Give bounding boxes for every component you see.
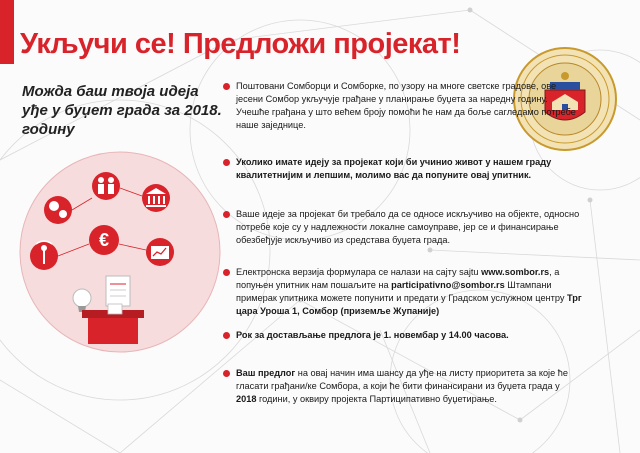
item-text-part: на овај начин има шансу да уђе на листу приоритета за које ће гласати грађани/ке Сомбора, а који ће бити финансирани из буџета града у xyxy=(236,368,568,391)
address-text: Трг цара Уроша 1, Сомбор (приземље Жупаније) xyxy=(236,293,582,316)
item-text: Поштовани Сомборци и Сомборке, по узору на многе светске градове, ове јесени Сомбор укључује грађане у планирање буџета за наредну годину. Учешће грађана у што већем броју помоћи ће нам да боље сагледамо потребе наше заједнице. xyxy=(236,81,576,130)
svg-text:€: € xyxy=(98,230,110,250)
list-item xyxy=(232,329,582,342)
gears-icon xyxy=(44,196,72,224)
item-text-part: години, у оквиру пројекта Партиципативно буџетирање. xyxy=(256,394,497,404)
page-title: Укључи се! Предложи пројекат! xyxy=(20,28,461,60)
bullet-dot xyxy=(223,370,230,377)
bullet-dot xyxy=(223,269,230,276)
item-text xyxy=(232,266,582,318)
list-item xyxy=(232,208,582,247)
building-icon xyxy=(142,184,170,212)
item-text-part: Електронска верзија формулара се налази на сајту sajtu xyxy=(236,267,482,277)
list-item xyxy=(232,156,582,182)
icon-cluster xyxy=(16,148,224,356)
accent-bar xyxy=(0,0,14,64)
people-icon xyxy=(92,172,120,200)
item-text: Рок за достављање предлога је 1. новембар у 14.00 часова. xyxy=(236,330,509,340)
ballot-box-icon xyxy=(82,304,144,344)
item-text: Уколико имате идеју за пројекат који би учинио живот у нашем граду квалитетнијим и лепшим, молимо вас да попуните овај упитник. xyxy=(236,157,552,180)
bullet-dot xyxy=(223,159,230,166)
bullet-dot xyxy=(223,83,230,90)
item-text xyxy=(232,367,582,406)
bullet-dot xyxy=(223,211,230,218)
item-text-part: Штампани примерак упитника можете попунити и предати у Градском услужном центру xyxy=(236,280,567,303)
list-item xyxy=(232,80,582,132)
email-link[interactable]: participativno@sombor.rs xyxy=(391,280,505,290)
bullet-dot xyxy=(223,332,230,339)
page-subtitle: Можда баш твоја идеја уђе у буџет града за 2018. годину xyxy=(22,83,222,138)
website-link[interactable]: www.sombor.rs xyxy=(481,267,550,277)
item-text-part: , а попуњен упитник нам пошаљите на xyxy=(236,267,560,290)
item-text-bold: Ваш предлог xyxy=(236,368,296,378)
item-text: Ваше идеје за пројекат би требало да се односе искључиво на објекте, односно потребе које су у надлежности локалне самоуправе, јер се и финансирање обезбеђује искључиво из средстава буџета града. xyxy=(236,209,580,245)
euro-icon xyxy=(89,225,119,255)
item-text-bold: 2018 xyxy=(236,394,257,404)
chart-icon xyxy=(146,238,174,266)
list-item xyxy=(232,367,582,406)
list-item xyxy=(232,266,582,318)
